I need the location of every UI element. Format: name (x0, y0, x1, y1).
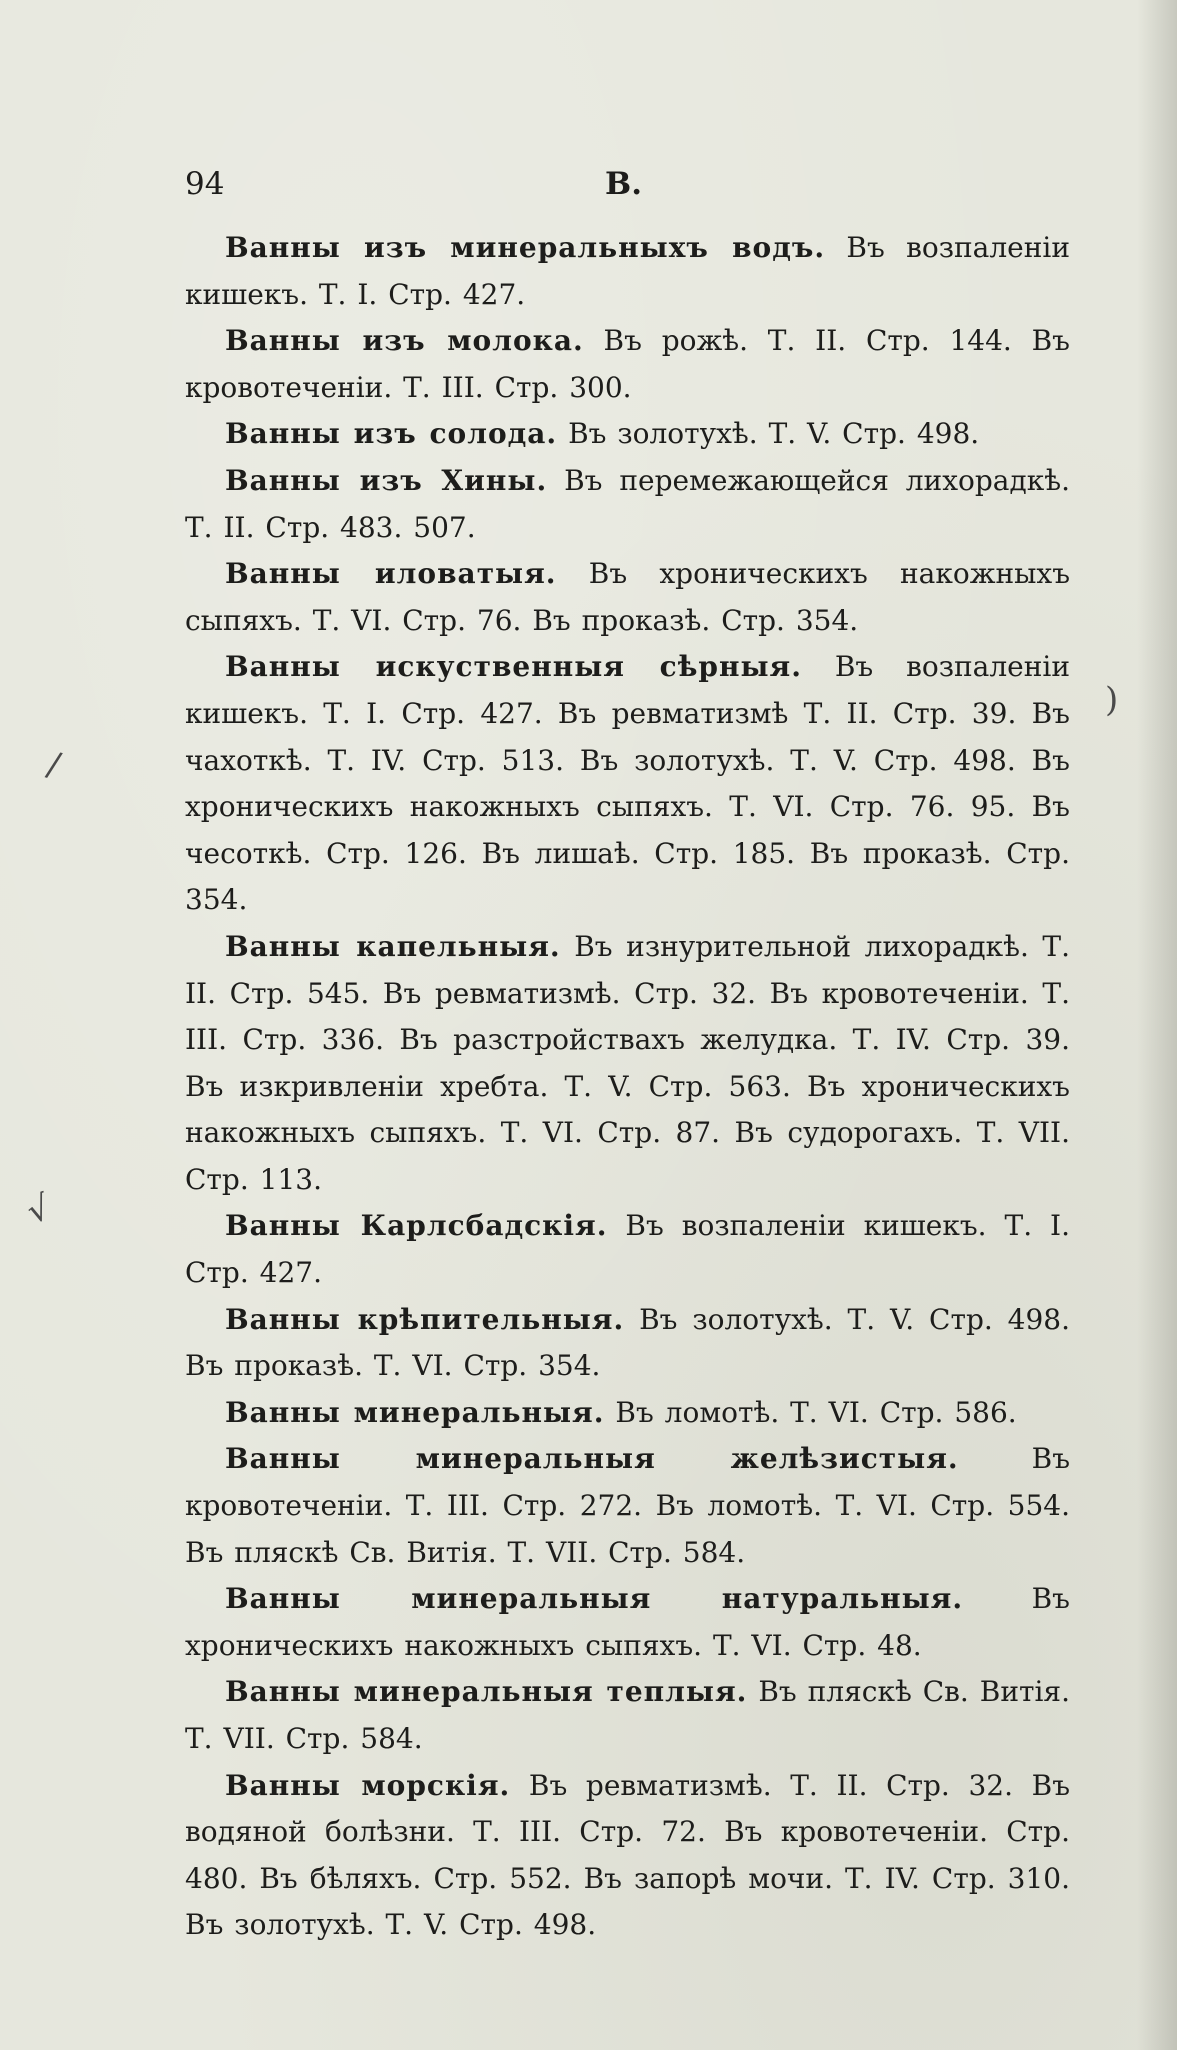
index-entry (185, 1576, 1070, 1669)
index-entry (185, 1203, 1070, 1296)
page-number: 94 (185, 166, 225, 202)
entry-headword: Ванны изъ молока. (225, 324, 584, 358)
index-entry (185, 551, 1070, 644)
entry-text: Въ изнурительной лихорадкѣ. Т. II. Стр. 545. Въ ревматизмѣ. Стр. 32. Въ кровотеченіи. Т. III. Стр. 336. Въ разстройствахъ желудка. Т. IV. Стр. 39. Въ изкривленіи хребта. Т. V. Стр. 563. Въ хроническихъ накожныхъ сыпяхъ. Т. VI. Стр. 87. Въ судорогахъ. Т. VII. Стр. 113. (185, 929, 1070, 1196)
index-entry (185, 1436, 1070, 1576)
index-entry (185, 225, 1070, 318)
entry-headword: Ванны иловатыя. (225, 557, 557, 591)
entry-headword: Ванны крѣпительныя. (225, 1302, 625, 1336)
entry-text: Въ золотухѣ. Т. V. Стр. 498. Въ проказѣ. Т. VI. Стр. 354. (185, 1302, 1070, 1383)
entry-headword: Ванны морскія. (225, 1768, 511, 1802)
entry-text: Въ пляскѣ Св. Витія. Т. VII. Стр. 584. (185, 1675, 1070, 1755)
margin-check-mark: √ (21, 1187, 56, 1233)
index-entry (185, 411, 1070, 458)
entry-headword: Ванны минеральныя теплыя. (225, 1675, 748, 1709)
index-entry (185, 318, 1070, 411)
entry-headword: Ванны Карлсбадскія. (225, 1209, 608, 1243)
running-head: В. (605, 166, 642, 202)
index-entry (185, 1669, 1070, 1762)
page-edge-shadow (1137, 0, 1177, 2050)
index-entry (185, 1390, 1070, 1437)
entry-headword: Ванны изъ солода. (225, 417, 558, 451)
entry-text: Въ возпаленіи кишекъ. Т. I. Стр. 427. Въ ревматизмѣ Т. II. Стр. 39. Въ чахоткѣ. Т. IV. Стр. 513. Въ золотухѣ. Т. V. Стр. 498. Въ хроническихъ накожныхъ сыпяхъ. Т. VI. Стр. 76. 95. Въ чесоткѣ. Стр. 126. Въ лишаѣ. Стр. 185. Въ проказѣ. Стр. 354. (185, 650, 1070, 917)
entry-text: Въ возпаленіи кишекъ. Т. I. Стр. 427. (185, 1209, 1070, 1290)
index-entry (185, 1763, 1070, 1949)
index-entry (185, 1297, 1070, 1390)
entry-headword: Ванны минеральныя. (225, 1395, 605, 1429)
entry-headword: Ванны искуственныя сѣрныя. (225, 650, 802, 684)
entry-text: Въ ревматизмѣ. Т. II. Стр. 32. Въ водяной болѣзни. Т. III. Стр. 72. Въ кровотеченіи. Стр. 480. Въ бѣляхъ. Стр. 552. Въ запорѣ мочи. Т. IV. Стр. 310. Въ золотухѣ. Т. V. Стр. 498. (185, 1768, 1071, 1942)
entry-headword: Ванны изъ Хины. (225, 463, 548, 497)
margin-bracket-mark: ) (1105, 680, 1119, 720)
entry-text: Въ хроническихъ накожныхъ сыпяхъ. Т. VI. Стр. 76. Въ проказѣ. Стр. 354. (185, 557, 1071, 637)
entry-text: Въ кровотеченіи. Т. III. Стр. 272. Въ ломотѣ. Т. VI. Стр. 554. Въ пляскѣ Св. Витія. Т. VII. Стр. 584. (185, 1442, 1071, 1569)
index-entries (185, 225, 1070, 1949)
page-header (185, 166, 1070, 210)
entry-headword: Ванны изъ минеральныхъ водъ. (225, 231, 826, 264)
entry-headword: Ванны минеральныя желѣзистыя. (225, 1442, 959, 1476)
entry-text: Въ перемежающейся лихорадкѣ. Т. II. Стр. 483. 507. (185, 463, 1070, 544)
index-entry (185, 644, 1070, 924)
entry-headword: Ванны капельныя. (225, 929, 561, 963)
entry-text: Въ золотухѣ. Т. V. Стр. 498. (557, 417, 980, 451)
entry-text: Въ хроническихъ накожныхъ сыпяхъ. Т. VI. Стр. 48. (185, 1582, 1070, 1662)
margin-tick-mark: / (43, 744, 65, 786)
entry-headword: Ванны минеральныя натуральныя. (225, 1582, 964, 1616)
entry-text: Въ ломотѣ. Т. VI. Стр. 586. (604, 1395, 1017, 1429)
index-entry (185, 458, 1070, 551)
entry-text: Въ возпаленіи кишекъ. Т. I. Стр. 427. (185, 231, 1071, 311)
index-entry (185, 924, 1070, 1204)
entry-text: Въ рожѣ. Т. II. Стр. 144. Въ кровотеченіи. Т. III. Стр. 300. (185, 324, 1070, 404)
